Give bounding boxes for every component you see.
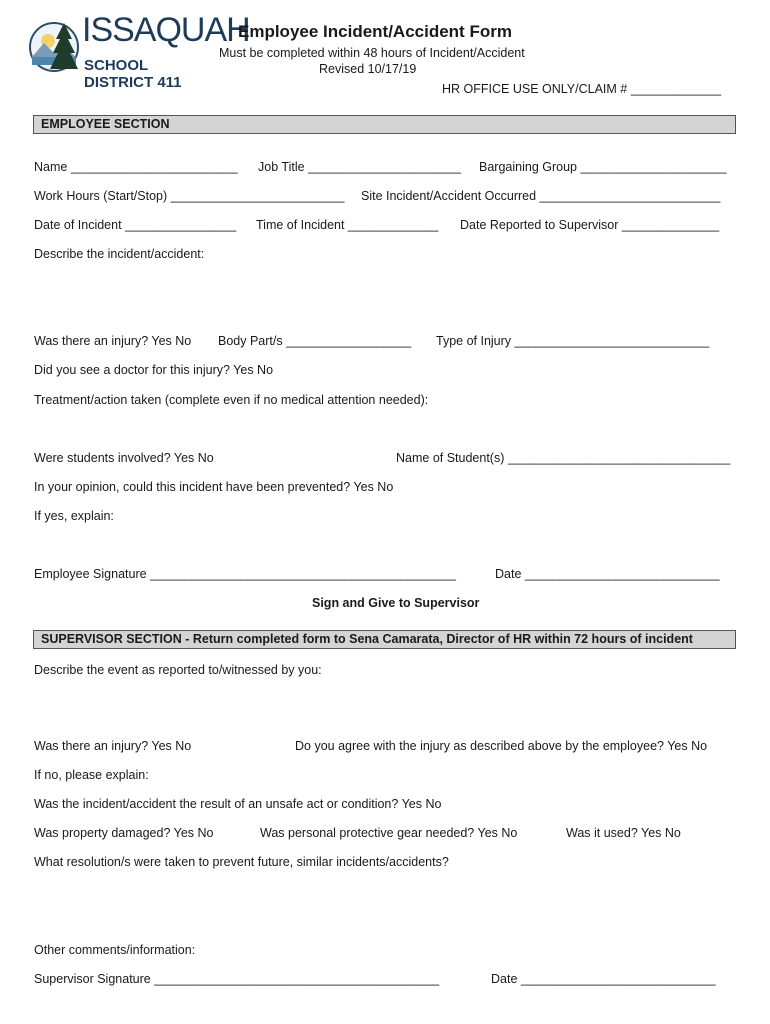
job-title-field[interactable]: Job Title ______________________ [258, 160, 461, 174]
name-field[interactable]: Name ________________________ [34, 160, 238, 174]
if-yes-label: If yes, explain: [34, 509, 114, 523]
work-hours-field[interactable]: Work Hours (Start/Stop) _________________________ [34, 189, 345, 203]
ppe-question[interactable]: Was personal protective gear needed? Yes No [260, 826, 518, 840]
doctor-question[interactable]: Did you see a doctor for this injury? Yes No [34, 363, 274, 377]
district-logo-mark-icon [28, 13, 88, 79]
students-question[interactable]: Were students involved? Yes No [34, 451, 214, 465]
employee-section-title: EMPLOYEE SECTION [41, 117, 170, 131]
supervisor-date-field[interactable]: Date ____________________________ [491, 972, 716, 986]
bargaining-group-field[interactable]: Bargaining Group _____________________ [479, 160, 727, 174]
revised-date: Revised 10/17/19 [319, 62, 417, 76]
form-subtitle: Must be completed within 48 hours of Incident/Accident [219, 46, 525, 60]
hr-office-claim[interactable]: HR OFFICE USE ONLY/CLAIM # _____________ [442, 82, 722, 96]
comments-label: Other comments/information: [34, 943, 196, 957]
property-question[interactable]: Was property damaged? Yes No [34, 826, 214, 840]
students-name-field[interactable]: Name of Student(s) ________________________________ [396, 451, 731, 465]
site-field[interactable]: Site Incident/Accident Occurred __________________________ [361, 189, 721, 203]
supervisor-injury-question[interactable]: Was there an injury? Yes No [34, 739, 192, 753]
date-reported-field[interactable]: Date Reported to Supervisor ______________ [460, 218, 720, 232]
date-of-incident-field[interactable]: Date of Incident ________________ [34, 218, 237, 232]
supervisor-describe-label: Describe the event as reported to/witnessed by you: [34, 663, 322, 677]
supervisor-section-title: SUPERVISOR SECTION - Return completed form to Sena Camarata, Director of HR within 72 hours of incident [41, 632, 693, 646]
body-parts-field[interactable]: Body Part/s __________________ [218, 334, 412, 348]
logo-subtitle: SCHOOL DISTRICT 411 [84, 57, 182, 91]
describe-incident-label: Describe the incident/accident: [34, 247, 205, 261]
ppe-used-question[interactable]: Was it used? Yes No [566, 826, 681, 840]
injury-question[interactable]: Was there an injury? Yes No [34, 334, 192, 348]
employee-date-field[interactable]: Date ____________________________ [495, 567, 720, 581]
sign-give-note: Sign and Give to Supervisor [312, 596, 480, 610]
prevented-question[interactable]: In your opinion, could this incident have been prevented? Yes No [34, 480, 394, 494]
unsafe-question[interactable]: Was the incident/accident the result of an unsafe act or condition? Yes No [34, 797, 442, 811]
type-of-injury-field[interactable]: Type of Injury ____________________________ [436, 334, 710, 348]
if-no-label: If no, please explain: [34, 768, 149, 782]
resolution-label: What resolution/s were taken to prevent future, similar incidents/accidents? [34, 855, 449, 869]
form-title: Employee Incident/Accident Form [238, 22, 512, 41]
supervisor-section-header [33, 630, 736, 649]
employee-section-header [33, 115, 736, 134]
supervisor-signature-field[interactable]: Supervisor Signature _________________________________________ [34, 972, 440, 986]
time-of-incident-field[interactable]: Time of Incident _____________ [256, 218, 439, 232]
employee-signature-field[interactable]: Employee Signature ____________________________________________ [34, 567, 456, 581]
district-logo [28, 11, 250, 91]
treatment-label: Treatment/action taken (complete even if no medical attention needed): [34, 393, 429, 407]
logo-word: ISSAQUAH [82, 11, 250, 49]
agree-question[interactable]: Do you agree with the injury as described above by the employee? Yes No [295, 739, 708, 753]
